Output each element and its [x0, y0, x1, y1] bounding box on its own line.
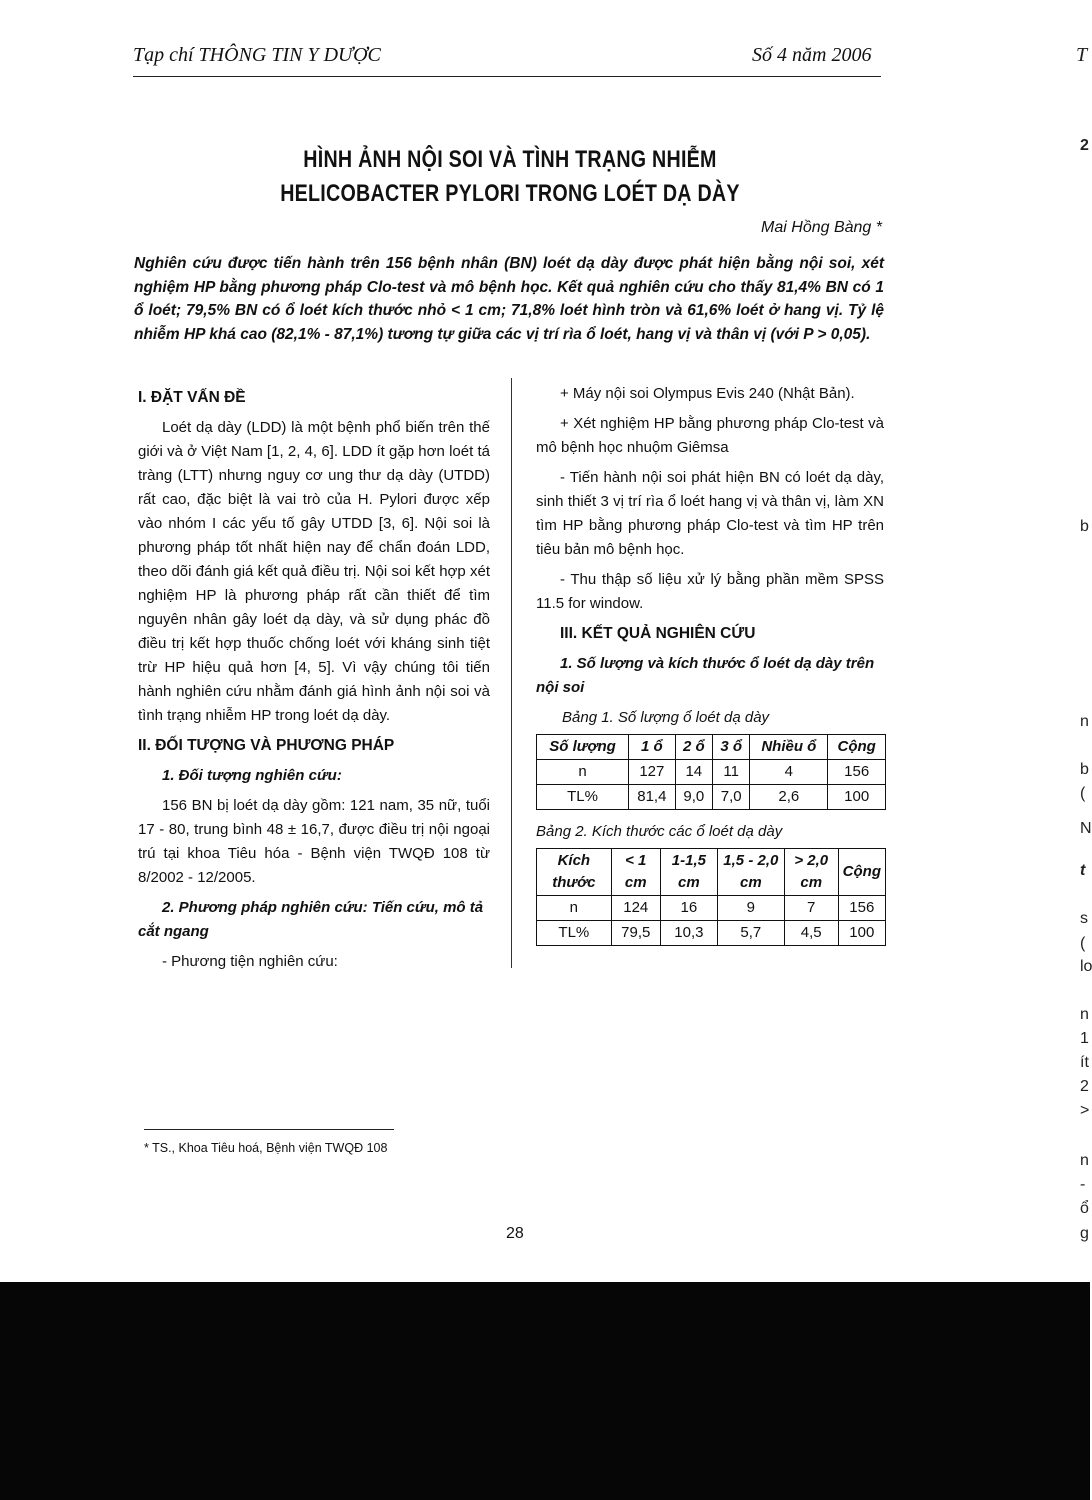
table-cell: 156 [838, 896, 885, 921]
table-row [537, 785, 886, 810]
section-heading-results: III. KẾT QUẢ NGHIÊN CỨU [560, 625, 756, 642]
issue-number: Số 4 năm 2006 [752, 44, 872, 66]
edge-text-fragment: ổ [1080, 1200, 1089, 1217]
subsection-method: 2. Phương pháp nghiên cứu: Tiến cứu, mô tả cắt ngang [138, 899, 484, 940]
section-heading-methods: II. ĐỐI TƯỢNG VÀ PHƯƠNG PHÁP [138, 737, 395, 754]
table-row [537, 896, 886, 921]
table-cell: TL% [537, 921, 612, 946]
article-title-line2: HELICOBACTER PYLORI TRONG LOÉT DẠ DÀY [280, 180, 740, 207]
table-header-cell: Cộng [828, 735, 886, 760]
table-header-cell: 3 ổ [713, 735, 750, 760]
edge-text-fragment: t [1080, 862, 1086, 879]
author: Mai Hồng Bàng * [761, 219, 882, 236]
table-cell: 10,3 [660, 921, 717, 946]
method-item-statistics: - Thu thập số liệu xử lý bằng phần mềm SPSS 11.5 for window. [536, 571, 884, 612]
method-item-endoscope: + Máy nội soi Olympus Evis 240 (Nhật Bản). [560, 385, 855, 402]
table-header-row [537, 735, 886, 760]
edge-text-fragment: s [1080, 910, 1088, 927]
table-cell: TL% [537, 785, 629, 810]
next-page-header-fragment: T [1076, 44, 1088, 66]
table-header-cell: Kích thước [537, 849, 612, 896]
subsection-subjects: 1. Đối tượng nghiên cứu: [162, 767, 342, 784]
footnote-rule [144, 1129, 394, 1130]
right-column [536, 382, 884, 946]
header-rule [133, 76, 881, 77]
method-item-hp-test: + Xét nghiệm HP bằng phương pháp Clo-test và mô bệnh học nhuộm Giêmsa [536, 415, 884, 456]
table-cell: 156 [828, 760, 886, 785]
table-cell: 127 [629, 760, 676, 785]
table-header-cell: Số lượng [537, 735, 629, 760]
edge-text-fragment: ít [1080, 1054, 1089, 1071]
edge-text-fragment: ( [1080, 935, 1086, 952]
table-cell: 79,5 [611, 921, 660, 946]
table-cell: n [537, 896, 612, 921]
table-cell: 100 [838, 921, 885, 946]
table-row [537, 760, 886, 785]
table-header-cell: 2 ổ [675, 735, 712, 760]
table-cell: 11 [713, 760, 750, 785]
table-cell: 7,0 [713, 785, 750, 810]
scan-dark-margin [0, 1282, 1090, 1500]
means-paragraph: - Phương tiện nghiên cứu: [162, 953, 338, 970]
column-divider [511, 378, 512, 968]
section-heading-intro: I. ĐẶT VẤN ĐỀ [138, 389, 246, 406]
method-item-procedure: - Tiến hành nội soi phát hiện BN có loét dạ dày, sinh thiết 3 vị trí rìa ổ loét hang vị và thân vị, làm XN tìm HP bằng phương pháp Clo-test và tìm HP trên tiêu bản mô bệnh học. [536, 469, 884, 558]
table2-caption: Bảng 2. Kích thước các ổ loét dạ dày [536, 823, 783, 840]
table-ulcer-count [536, 734, 886, 810]
table1-caption: Bảng 1. Số lượng ổ loét dạ dày [562, 709, 770, 726]
table-header-cell: < 1 cm [611, 849, 660, 896]
table-header-cell: 1,5 - 2,0 cm [717, 849, 784, 896]
table-row [537, 921, 886, 946]
edge-text-fragment: b [1080, 761, 1089, 778]
left-column [138, 382, 490, 980]
table-header-cell: Nhiều ổ [750, 735, 828, 760]
edge-text-fragment: n [1080, 1006, 1089, 1023]
edge-text-fragment: ( [1080, 785, 1086, 802]
table-cell: 4 [750, 760, 828, 785]
abstract: Nghiên cứu được tiến hành trên 156 bệnh nhân (BN) loét dạ dày được phát hiện bằng nội soi, xét nghiệm HP bằng phương pháp Clo-test và mô bệnh học. Kết quả nghiên cứu cho thấy 81,4% BN có 1 ổ loét; 79,5% BN có ổ loét kích thước nhỏ < 1 cm; 71,8% loét hình tròn và 61,6% loét ở hang vị. Tỷ lệ nhiễm HP khá cao (82,1% - 87,1%) tương tự giữa các vị trí rìa ổ loét, hang vị và thân vị (với P > 0,05). [134, 255, 884, 343]
edge-text-fragment: N [1080, 820, 1092, 837]
edge-text-fragment: 2 [1080, 1078, 1089, 1095]
table-cell: 100 [828, 785, 886, 810]
subsection-ulcer-count-size: 1. Số lượng và kích thước ổ loét dạ dày trên nội soi [536, 655, 875, 696]
subjects-paragraph: 156 BN bị loét dạ dày gồm: 121 nam, 35 nữ, tuổi 17 - 80, trung bình 48 ± 16,7, được điều trị nội ngoại trú tại khoa Tiêu hóa - Bệnh viện TWQĐ 108 từ 8/2002 - 12/2005. [138, 797, 490, 886]
intro-paragraph: Loét dạ dày (LDD) là một bệnh phổ biến trên thế giới và ở Việt Nam [1, 2, 4, 6]. LDD ít gặp hơn loét tá tràng (LTT) nhưng nguy cơ ung thư dạ dày (UTDD) rất cao, đặc biệt là vai trò của H. Pylori được xếp vào nhóm I các yếu tố gây UTDD [3, 6]. Nội soi là phương pháp tốt nhất hiện nay để chẩn đoán LDD, theo dõi đánh giá kết quả điều trị. Nội soi kết hợp xét nghiệm HP là phương pháp rất cần thiết để tìm nguyên nhân gây loét dạ dày, và sử dụng phác đồ điều trị kết hợp thuốc chống loét với kháng sinh tiệt trừ HP hiệu quả hơn [4, 5]. Vì vậy chúng tôi tiến hành nghiên cứu nhằm đánh giá hình ảnh nội soi và tình trạng nhiễm HP trong loét dạ dày. [138, 419, 490, 724]
table-cell: 9,0 [675, 785, 712, 810]
author-footnote: * TS., Khoa Tiêu hoá, Bệnh viện TWQĐ 108 [144, 1141, 388, 1155]
table-header-cell: > 2,0 cm [784, 849, 838, 896]
table-header-cell: 1 ổ [629, 735, 676, 760]
table-cell: 81,4 [629, 785, 676, 810]
table-cell: 16 [660, 896, 717, 921]
table-cell: 7 [784, 896, 838, 921]
edge-text-fragment: b [1080, 518, 1089, 535]
edge-text-fragment: 1 [1080, 1030, 1089, 1047]
table-cell: 9 [717, 896, 784, 921]
edge-text-fragment: n [1080, 713, 1089, 730]
page-number: 28 [506, 1225, 524, 1242]
table-cell: 4,5 [784, 921, 838, 946]
edge-text-fragment: g [1080, 1225, 1089, 1242]
edge-text-fragment: n [1080, 1152, 1089, 1169]
table-header-cell: 1-1,5 cm [660, 849, 717, 896]
next-page-number-fragment: 2 [1080, 137, 1089, 154]
edge-text-fragment: > [1080, 1102, 1090, 1119]
table-cell: 2,6 [750, 785, 828, 810]
table-header-row [537, 849, 886, 896]
journal-title: Tạp chí THÔNG TIN Y DƯỢC [133, 44, 381, 66]
table-cell: 14 [675, 760, 712, 785]
edge-text-fragment: - [1080, 1176, 1086, 1193]
edge-text-fragment: lo [1080, 958, 1092, 975]
table-cell: 124 [611, 896, 660, 921]
table-header-cell: Cộng [838, 849, 885, 896]
table-ulcer-size [536, 848, 886, 946]
article-title-line1: HÌNH ẢNH NỘI SOI VÀ TÌNH TRẠNG NHIỄM [303, 146, 717, 173]
table-cell: 5,7 [717, 921, 784, 946]
table-cell: n [537, 760, 629, 785]
